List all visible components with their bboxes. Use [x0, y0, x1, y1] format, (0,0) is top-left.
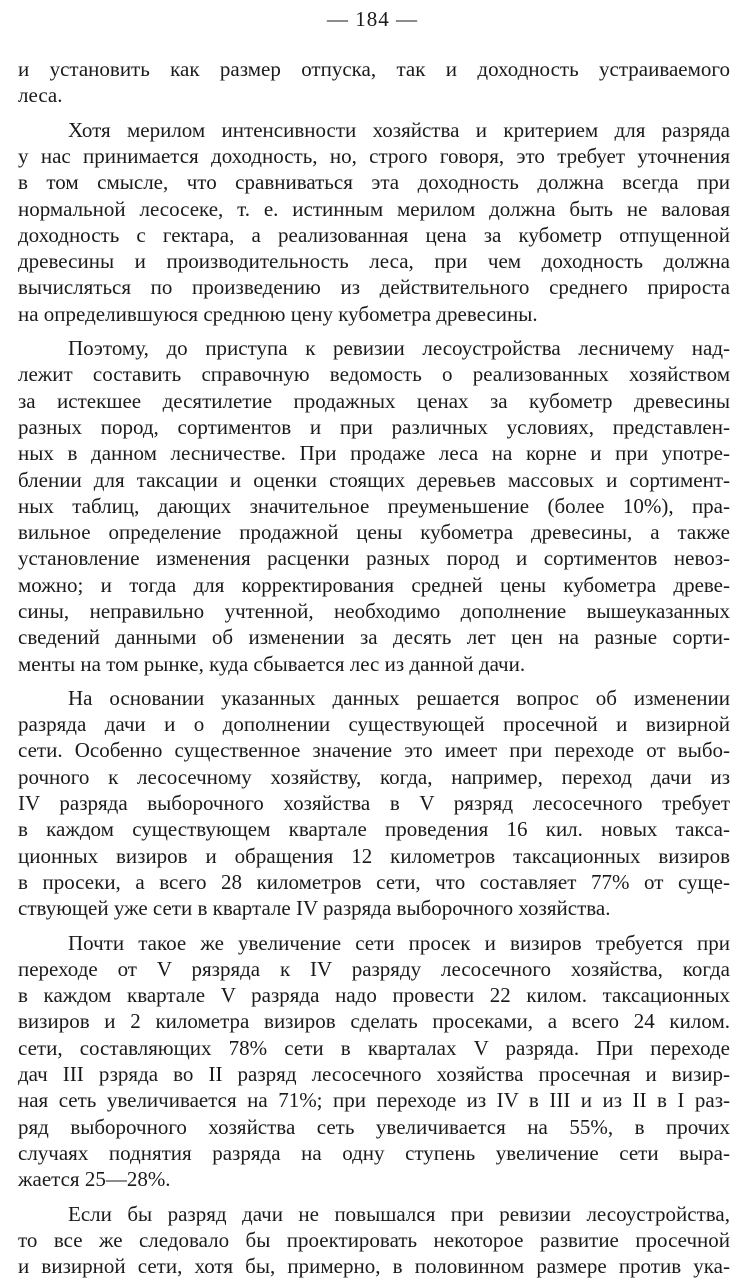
text-line: на определившуюся среднюю цену кубометра древесины.: [18, 302, 538, 326]
text-line: жается 25—28%.: [18, 1167, 171, 1191]
text-line: установление изменения расценки разных пород и сортиментов невоз-: [18, 546, 730, 570]
text-line: в том смысле, что сравниваться эта доходность должна всегда при: [18, 170, 730, 194]
text-line: визиров и 2 километра визиров сделать просеками, а всего 24 килом.: [18, 1009, 730, 1033]
text-line: можно; и тогда для корректирования средней цены кубометра древе-: [18, 573, 730, 597]
text-line: ряд выборочного хозяйства сеть увеличивается на 55%, в прочих: [18, 1115, 730, 1139]
text-line: На основании указанных данных решается вопрос об изменении: [68, 686, 730, 710]
text-line: ных в данном лесничестве. При продаже леса на корне и при употре-: [18, 441, 730, 465]
text-line: Поэтому, до приступа к ревизии лесоустройства лесничему над-: [68, 336, 730, 360]
text-line: Хотя мерилом интенсивности хозяйства и критерием для разряда: [68, 118, 730, 142]
text-line: сети. Особенно существенное значение это имеет при переходе от выбо-: [18, 738, 730, 762]
text-line: блении для таксации и оценки стоящих деревьев массовых и сортимент-: [18, 468, 730, 492]
text-line: вильное определение продажной цены кубометра древесины, а также: [18, 520, 730, 544]
text-line: IV разряда выборочного хозяйства в V рязряд лесосечного требует: [18, 791, 730, 815]
text-line: и визирной сети, хотя бы, примерно, в половинном размере против ука-: [18, 1254, 730, 1278]
text-line: в каждом существующем квартале проведения 16 кил. новых такса-: [18, 817, 730, 841]
text-line: древесины и производительность леса, при чем доходность должна: [18, 249, 730, 273]
text-line: ная сеть увеличивается на 71%; при переходе из IV в III и из II в I раз-: [18, 1088, 730, 1112]
text-line: в каждом квартале V разряда надо провести 22 килом. таксационных: [18, 983, 730, 1007]
text-line: ных таблиц, дающих значительное преуменьшение (более 10%), пра-: [18, 494, 730, 518]
text-line: Если бы разряд дачи не повышался при ревизии лесоустройства,: [68, 1202, 730, 1226]
text-line: сины, неправильно учтенной, необходимо дополнение вышеуказанных: [18, 599, 730, 623]
text-line: разных пород, сортиментов и при различных условиях, представлен-: [18, 415, 730, 439]
text-line: сети, составляющих 78% сети в кварталах V разряда. При переходе: [18, 1036, 730, 1060]
page-number: — 184 —: [327, 7, 418, 31]
text-line: и установить как размер отпуска, так и доходность устраиваемого: [18, 57, 730, 81]
text-line: у нас принимается доходность, но, строго говоря, это требует уточнения: [18, 144, 730, 168]
text-line: вычисляться по произведению из действительного среднего прироста: [18, 275, 730, 299]
text-line: сведений данными об изменении за десять лет цен на разные сорти-: [18, 625, 730, 649]
text-line: Почти такое же увеличение сети просек и визиров требуется при: [68, 931, 730, 955]
text-line: рочного к лесосечному хозяйству, когда, например, переход дачи из: [18, 765, 730, 789]
text-line: то все же следовало бы проектировать некоторое развитие просечной: [18, 1228, 730, 1252]
text-line: ствующей уже сети в квартале IV разряда выборочного хозяйства.: [18, 896, 611, 920]
text-line: доходность с гектара, а реализованная цена за кубометр отпущенной: [18, 223, 730, 247]
text-line: за истекшее десятилетие продажных ценах за кубометр древесины: [18, 389, 730, 413]
text-line: разряда дачи и о дополнении существующей просечной и визирной: [18, 712, 730, 736]
text-line: дач III рзряда во II разряд лесосечного хозяйства просечная и визир-: [18, 1062, 730, 1086]
text-line: лежит составить справочную ведомость о реализованных хозяйством: [18, 362, 730, 386]
text-line: нормальной лесосеке, т. е. истинным мерилом должна быть не валовая: [18, 197, 730, 221]
text-line: случаях поднятия разряда на одну ступень увеличение сети выра-: [18, 1141, 730, 1165]
text-line: в просеки, а всего 28 километров сети, что составляет 77% от суще-: [18, 870, 730, 894]
text-line: ционных визиров и обращения 12 километров таксационных визиров: [18, 844, 730, 868]
text-line: переходе от V рязряда к IV разряду лесосечного хозяйства, когда: [18, 957, 730, 981]
text-line: леса.: [18, 83, 63, 107]
text-line: менты на том рынке, куда сбывается лес из данной дачи.: [18, 652, 526, 676]
